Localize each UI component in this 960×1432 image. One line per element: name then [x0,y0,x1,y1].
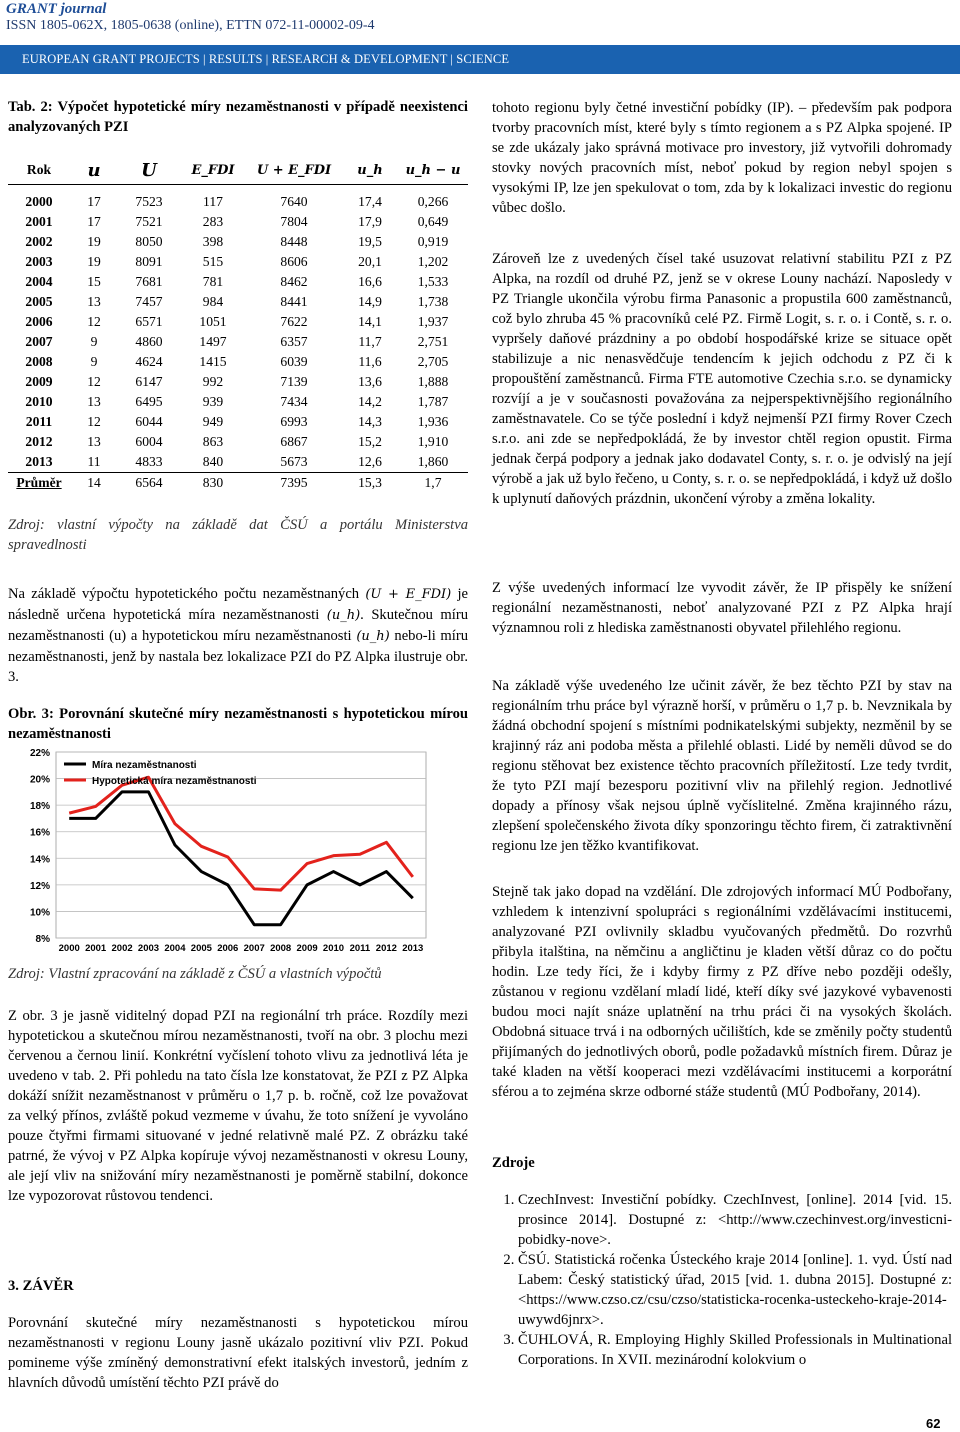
cell-year: 2006 [25,314,53,329]
cell-uh-minus-u: 1,910 [417,434,449,449]
cell-uh-minus-u: 1,202 [417,254,449,269]
x-tick-label: 2000 [58,943,80,954]
cell-uh: 15,2 [358,434,382,449]
cell-uh-minus-u: 1,738 [417,294,449,309]
y-tick-label: 16% [29,827,50,839]
cell-efdi: 781 [202,274,224,289]
table-row [8,432,468,452]
x-tick-label: 2001 [85,943,107,954]
cell-year: 2010 [25,394,53,409]
figure-caption: Obr. 3: Porovnání skutečné míry nezaměstnanosti s hypotetickou mírou nezaměstnanosti [8,706,468,742]
table-row [8,292,468,312]
table-row [8,332,468,352]
section-heading-conclusion: 3. ZÁVĚR [8,1278,74,1294]
cell-u: 15 [87,274,101,289]
cell-efdi: 939 [202,394,224,409]
cell-year: 2003 [25,254,53,269]
cell-u: 12 [87,414,101,429]
table-row [8,412,468,432]
unemployment-table [8,156,468,493]
paragraph-impact: Z obr. 3 je jasně viditelný dopad PZI na regionální trh práce. Rozdíly mezi hypotetickou a skutečnou mírou nezaměstnanosti, tvoří na obr. 3 plochu mezi červenou a černou linií. Konkrétní vyčíslení tohoto vlivu za jednotlivá léta je uvedeno v tab. 2. Při pohledu na tato čísla lze konstatovat, že PZI z PZ Alpka dokáží snížit nezaměstnanost v průměru o 1,7 p. b. ročně, což lze považovat za velký přínos, zvláště pokud vezmeme v úvahu, že toto snížení je vyvoláno pouze čtyřmi firmami situované v jedné relativně malé PZ. Z obrázku také patrné, že vývoj v PZ Alpka kopíruje vývoj nezaměstnanosti v okresu Louny, ale její vliv na snižování míry nezaměstnanosti je poměrně stabilní, dokonce lze vypozorovat růstovou tendenci. [8,1008,468,1204]
legend-label-hypothetical: Hypotetická míra nezaměstnanosti [92,776,257,787]
unemployment-line-chart [8,742,436,962]
x-tick-label: 2002 [111,943,133,954]
cell-uh: 14,9 [358,294,382,309]
paragraph-regional-effect: Na základě výše uvedeného lze učinit závěr, že bez těchto PZI by stav na regionálním trhu práce byl výrazně horší, v průměru o 1,7 p. b. Nevznikala by žádná obchodní spojení s místními podnikatelskými subjekty, nezměnil by se krajinný ráz ani podoba města a přilehlé oblasti. Lidé by neměli důvod se do regionu stěhovat bez existence těchto pracovních příležitostí. Lze tedy tvrdit, že tyto PZI mají bezesporu pozitivní vliv na přilehlý region. Jednotlivé dopady a přínosy však nejsou úplně vyčíslitelné. Změna krajinného rázu, zlepšení společenského života díky sponzoringu těchto firem, či zatraktivnění regionu lze jen těžko kvantifikovat. [492,678,952,854]
cell-year: 2005 [25,294,53,309]
cell-U: 6571 [135,314,163,329]
col-header-u: u [70,156,118,185]
y-tick-label: 14% [29,854,50,866]
table-caption: Tab. 2: Výpočet hypotetické míry nezaměstnanosti v případě neexistenci analyzovaných PZI [8,99,468,135]
reference-item: 1. CzechInvest: Investiční pobídky. CzechInvest, [online]. 2014 [vid. 15. prosince 2014]. Dostupné z: <http://www.czechinvest.org/investicni-pobidky-nove>. [518,1190,952,1250]
col-header-u-plus-efdi: U + E_FDI [246,156,342,185]
symbol-u-efdi: (U + E_FDI) [365,587,452,602]
cell-uh-minus-u: 2,751 [417,334,449,349]
header-banner-text: EUROPEAN GRANT PROJECTS | RESULTS | RESEARCH & DEVELOPMENT | SCIENCE [22,52,510,66]
cell-efdi: 398 [202,234,224,249]
cell-u-plus-efdi: 7622 [280,314,308,329]
cell-U: 7681 [135,274,163,289]
cell-efdi: 984 [202,294,224,309]
cell-uh: 11,6 [358,354,382,369]
cell-u-plus-efdi: 6867 [280,434,308,449]
cell-u-plus-efdi: 7804 [280,214,308,229]
cell-uh: 12,6 [358,454,382,469]
symbol-uh-2: (u_h) [356,629,390,644]
paragraph-hypothetical-rate: Na základě výpočtu hypotetického počtu nezaměstnaných (U + E_FDI) je následně určena hypotetická míra nezaměstnanosti (u_h). Skutečnou míru nezaměstnanosti (u) a hypotetickou míru nezaměstnanosti (u_h) nebo-li míru nezaměstnanosti, jenž by nastala bez lokalizace PZI do PZ Alpka ilustruje obr. 3. [8,586,468,685]
cell-year: 2009 [25,374,53,389]
cell-uh: 14,2 [358,394,382,409]
cell-efdi: 117 [203,194,223,209]
col-header-U: U [118,156,180,185]
x-tick-label: 2013 [402,943,424,954]
col-header-uh-minus-u: u_h − u [398,156,468,185]
cell-u: 17 [87,194,101,209]
x-tick-label: 2003 [137,943,160,954]
paragraph-education: Stejně tak jako dopad na vzdělání. Dle zdrojových informací MÚ Podbořany, vzhledem k intenzivní spolupráci s regionálními vzdělávacími institucemi, analyzované PZI ovlivnily skladbu vyučovaných předmětů. Do rozvrhů přibyla italština, na němčinu a angličtinu je kladen větší důraz co do počtu hodin. Lze tedy říci, že i kdyby firmy z PZ dříve nebo později odešly, zůstanou v regionu vzdělaní mladí lidé, kteří díky své jazykové vybavenosti budou moci najít snáze uplatnění na trhu práci či na vysokých školách. Obdobná situace trvá i na odborných učilištích, kde se změnily počty studentů přijímaných do jednotlivých oborů, podle požadavků místních firem. Důraz je také kladen na větší kooperaci mezi vzdělávacími institucemi a korporátní sférou a to zejména skrze odborné stáže studentů (MÚ Podbořany, 2014). [492,884,952,1100]
table-row [8,452,468,473]
cell-u: 19 [87,234,101,249]
table-row [8,212,468,232]
cell-u-plus-efdi: 5673 [280,454,308,469]
table-row [8,252,468,272]
cell-uh: 17,9 [358,214,382,229]
cell-U: 6495 [135,394,163,409]
paragraph-incentives: tohoto regionu byly četné investiční pobídky (IP). – především pak podpora tvorby pracovních míst, které byly s tímto regionem a s PZ Alpka spojené. IP se zde ukázaly jako správná motivace pro investory, již vytvořili dohromady stovky nových pracovních míst, neboť pokud by region nebyl spojen s vysokými IP, lze jen spekulovat o tom, zda by k lokalizaci investic do regionu vůbec došlo. [492,100,952,216]
cell-u: 12 [87,374,101,389]
figure-source: Zdroj: Vlastní zpracování na základě z ČSÚ a vlastních výpočtů [8,966,382,982]
cell-u: 13 [87,394,101,409]
issn-line: ISSN 1805-062X, 1805-0638 (online), ETTN 072-11-00002-09-4 [6,18,375,33]
paragraph-conclusion: Porovnání skutečné míry nezaměstnanosti s hypotetickou mírou nezaměstnanosti v regionu Louny jasně ukázalo pozitivní vliv PZI. Pokud pomineme výše zmíněný demonstrativní efekt italských investorů, jedním z hlavních důvodů umístění těchto PZI právě do [8,1315,468,1391]
cell-u-plus-efdi: 8462 [280,274,308,289]
symbol-uh: (u_h) [326,608,361,623]
reference-item: 2. ČSÚ. Statistická ročenka Ústeckého kraje 2014 [online]. 1. vyd. Ústí nad Labem: Český statistický úřad, 2015 [vid. 1. dubna 2015]. Dostupné z: <https://www.czso.cz/csu/czso/statisticka-rocenka-usteckeho-kraje-2014-uwywd6jnrx>. [518,1250,952,1330]
cell-efdi: 1415 [199,354,227,369]
cell-u: 9 [90,334,98,349]
cell-u: 13 [87,434,101,449]
cell-uh-minus-u: 1,533 [417,274,449,289]
cell-u-plus-efdi: 7434 [280,394,308,409]
cell-uh-minus-u: 1,787 [417,394,449,409]
cell-efdi: 1051 [199,314,227,329]
cell-uh-minus-u: 1,937 [417,314,449,329]
journal-header [0,0,960,74]
references-list [492,1190,952,1370]
cell-uh: 11,7 [358,334,382,349]
cell-U: 4833 [135,454,163,469]
cell-U: 8091 [135,254,163,269]
x-tick-label: 2004 [164,943,186,954]
y-tick-label: 10% [29,907,50,919]
table-row [8,392,468,412]
cell-uh-minus-u: 0,649 [417,214,449,229]
cell-u: 17 [87,214,101,229]
cell-u-plus-efdi: 6039 [280,354,308,369]
cell-year: 2004 [25,274,53,289]
cell-u: 19 [87,254,101,269]
cell-uh: 17,4 [358,194,382,209]
cell-U: 7523 [135,194,163,209]
cell-year: 2008 [25,354,53,369]
y-tick-label: 18% [29,801,50,813]
table-row [8,312,468,332]
journal-title: GRANT journal [6,1,107,17]
cell-uh: 20,1 [358,254,382,269]
cell-u-plus-efdi: 6357 [280,334,308,349]
col-header-year: Rok [8,156,70,185]
paragraph-stability: Zároveň lze z uvedených čísel také usuzovat relativní stabilitu PZI z PZ Alpka, na rozdíl od druhé PZ, jenž se v okrese Louny nachází. Naposledy v PZ Triangle ukončila výrobu firma Panasonic a propustila 600 zaměstnanců, což bylo zhruba 45 % pracovníků celé PZ. Firmě Logit, s. r. o. i Contě, s. r. o. vypršely daňové prázdniny a po období hospodářské krize se situace opět stabilizuje a nic nenasvědčuje tendencím k jejich odchodu z PZ či k propouštění zaměstnanců. Firma FTE automotive Czechia s.r.o. se dynamicky rozvíjí a je v současnosti považována za nejperspektivnějšího regionálního zaměstnavatele. Co se týče poslední i když nejmenší PZI firmy Rover Czech s.r.o. ani zde se nepředpokládá, že by investor chtěl region opustit. Firma jednak čerpá podpory a jednak jako dodavatel Conty, s. r. o. je odvislý na její výrobě a jak už bylo řečeno, u Conty, s. r. o. se nepředpokládá, i když už došlo k uplynutí daňových prázdnin, ukončení výroby a změna lokality. [492,251,952,507]
table-row [8,232,468,252]
col-header-efdi: E_FDI [180,156,246,185]
cell-avg-U: 6564 [118,473,180,494]
cell-uh-minus-u: 0,919 [417,234,449,249]
table-row [8,352,468,372]
cell-avg-u: 14 [70,473,118,494]
cell-efdi: 283 [202,214,224,229]
page-number: 62 [926,1416,941,1431]
cell-U: 7521 [135,214,163,229]
x-tick-label: 2005 [190,943,212,954]
cell-uh: 14,3 [358,414,382,429]
cell-avg-efdi: 830 [180,473,246,494]
y-tick-label: 12% [29,880,50,892]
x-tick-label: 2012 [375,943,397,954]
cell-year: 2011 [25,414,53,429]
table-row [8,192,468,212]
x-tick-label: 2010 [322,943,345,954]
cell-year: 2001 [25,214,53,229]
cell-efdi: 1497 [199,334,227,349]
cell-u-plus-efdi: 7139 [280,374,308,389]
cell-uh: 13,6 [358,374,382,389]
cell-u-plus-efdi: 8441 [280,294,308,309]
cell-u-plus-efdi: 8448 [280,234,308,249]
x-tick-label: 2011 [349,943,371,954]
cell-U: 4860 [135,334,163,349]
cell-U: 6147 [135,374,163,389]
cell-U: 8050 [135,234,163,249]
cell-u: 13 [87,294,101,309]
legend-label-actual: Míra nezaměstnanosti [92,760,197,771]
cell-avg-uh: 15,3 [342,473,398,494]
cell-efdi: 863 [202,434,224,449]
table-header-row [8,156,468,185]
cell-uh-minus-u: 1,936 [417,414,449,429]
references-heading: Zdroje [492,1155,535,1171]
table-row [8,272,468,292]
y-tick-label: 22% [29,748,50,759]
y-tick-label: 8% [35,934,50,945]
x-tick-label: 2006 [217,943,239,954]
cell-uh-minus-u: 1,860 [417,454,449,469]
cell-year: 2002 [25,234,53,249]
cell-U: 6004 [135,434,163,449]
table-row-average [8,473,468,494]
cell-uh: 14,1 [358,314,382,329]
cell-U: 4624 [135,354,163,369]
table-source: Zdroj: vlastní výpočty na základě dat ČSÚ a portálu Ministerstva spravedlnosti [8,517,468,553]
header-banner [0,45,960,74]
cell-year: 2013 [25,454,53,469]
cell-u-plus-efdi: 7640 [280,194,308,209]
x-tick-label: 2007 [243,943,265,954]
cell-u: 11 [87,454,101,469]
paragraph-ip-effect: Z výše uvedených informací lze vyvodit závěr, že IP přispěly ke snížení regionální nezaměstnanosti, neboť analyzované PZI z PZ Alpka hrají významnou roli z hlediska zaměstnanosti obyvatel přilehlého regionu. [492,580,952,636]
y-tick-label: 20% [29,774,50,786]
table-row [8,372,468,392]
cell-uh: 16,6 [358,274,382,289]
cell-uh-minus-u: 2,705 [417,354,449,369]
cell-year: 2012 [25,434,53,449]
col-header-uh: u_h [342,156,398,185]
x-tick-label: 2008 [270,943,292,954]
cell-efdi: 949 [202,414,224,429]
cell-U: 6044 [135,414,163,429]
cell-u-plus-efdi: 8606 [280,254,308,269]
cell-efdi: 992 [202,374,224,389]
cell-u: 12 [87,314,101,329]
cell-avg-year: Průměr [8,473,70,494]
cell-avg-uh-minus-u: 1,7 [398,473,468,494]
cell-uh: 19,5 [358,234,382,249]
cell-year: 2007 [25,334,53,349]
x-tick-label: 2009 [296,943,318,954]
cell-U: 7457 [135,294,163,309]
cell-efdi: 515 [202,254,224,269]
cell-u: 9 [90,354,98,369]
cell-avg-u-plus-efdi: 7395 [246,473,342,494]
cell-uh-minus-u: 0,266 [417,194,449,209]
reference-item: 3. ČUHLOVÁ, R. Employing Highly Skilled Professionals in Multinational Corporations. In XVII. mezinárodní kolokvium o [518,1330,952,1370]
cell-year: 2000 [25,194,53,209]
cell-uh-minus-u: 1,888 [417,374,449,389]
cell-efdi: 840 [202,454,224,469]
cell-u-plus-efdi: 6993 [280,414,308,429]
